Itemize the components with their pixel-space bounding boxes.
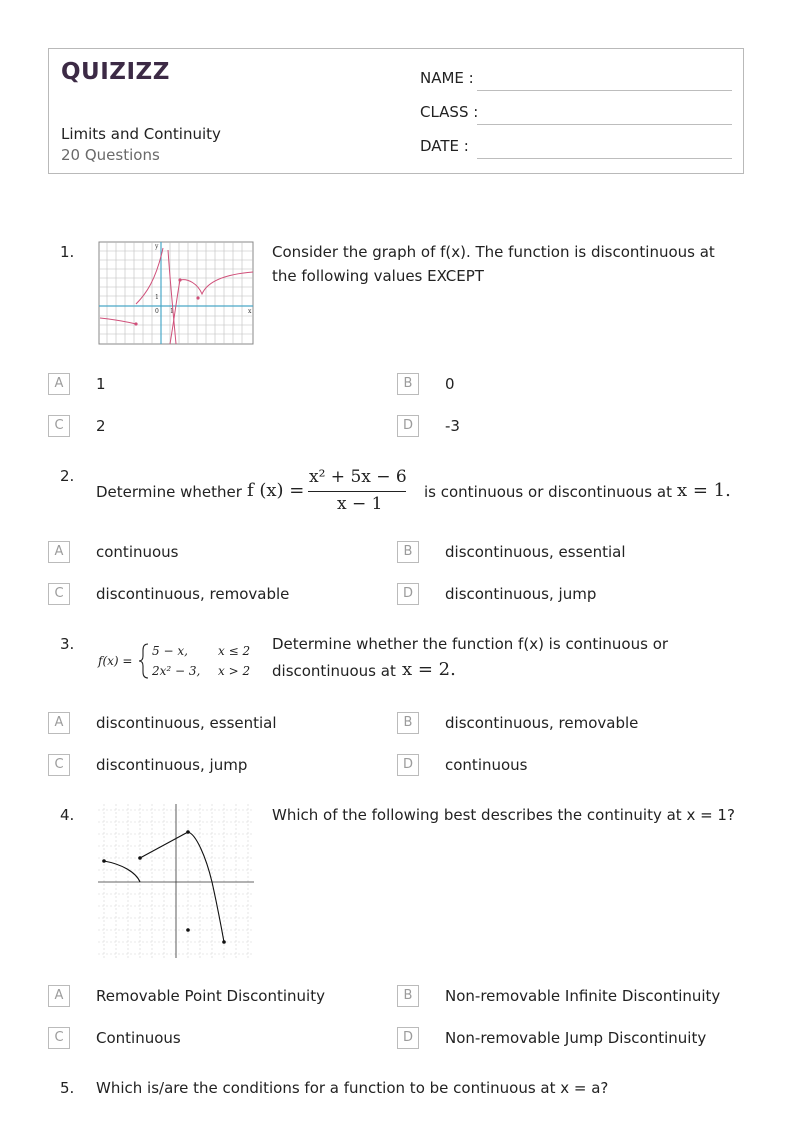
q1-point-c	[196, 296, 199, 299]
q3-case2-cond: x > 2	[218, 664, 251, 678]
q3-case1-cond: x ≤ 2	[218, 644, 251, 658]
q3-brace	[139, 644, 148, 678]
question-2-prefix: Determine whether	[96, 483, 242, 501]
q4-option-a-box[interactable]: A	[48, 985, 70, 1007]
q4-option-d-box[interactable]: D	[397, 1027, 419, 1049]
question-3-number: 3.	[60, 635, 75, 653]
q4-option-b-box[interactable]: B	[397, 985, 419, 1007]
question-2-number: 2.	[60, 467, 75, 485]
question-2-denominator: x − 1	[337, 494, 383, 514]
q4-point-isolated	[186, 928, 190, 932]
q3-option-c-text: discontinuous, jump	[96, 756, 248, 774]
q2-option-c-box[interactable]: C	[48, 583, 70, 605]
question-3-text-line1: Determine whether the function f(x) is continuous or	[272, 635, 669, 653]
q2-option-a-box[interactable]: A	[48, 541, 70, 563]
q3-option-b-box[interactable]: B	[397, 712, 419, 734]
q1-point-b	[178, 278, 181, 281]
question-3-piecewise	[96, 638, 266, 684]
quizizz-logo: QUIZIZZ	[61, 59, 170, 85]
q1-option-d-text: -3	[445, 417, 460, 435]
question-1-number: 1.	[60, 243, 75, 261]
name-label: NAME :	[420, 69, 474, 87]
q3-option-b-text: discontinuous, removable	[445, 714, 639, 732]
q3-option-a-box[interactable]: A	[48, 712, 70, 734]
question-4-number: 4.	[60, 806, 75, 824]
q2-option-c-text: discontinuous, removable	[96, 585, 290, 603]
q4-option-c-box[interactable]: C	[48, 1027, 70, 1049]
q1-option-c-text: 2	[96, 417, 106, 435]
date-line[interactable]	[477, 157, 732, 159]
question-5-text: Which is/are the conditions for a function to be continuous at x = a?	[96, 1079, 609, 1097]
question-5-number: 5.	[60, 1079, 75, 1097]
question-4-text: Which of the following best describes the continuity at x = 1?	[272, 806, 735, 824]
q4-option-d-text: Non-removable Jump Discontinuity	[445, 1029, 707, 1047]
question-2-numerator: x² + 5x − 6	[309, 467, 407, 487]
class-label: CLASS :	[420, 103, 479, 121]
q1-option-a-text: 1	[96, 375, 106, 393]
q1-x-label: x	[248, 308, 252, 315]
q2-option-d-text: discontinuous, jump	[445, 585, 597, 603]
q1-option-a-box[interactable]: A	[48, 373, 70, 395]
q4-point-left	[102, 859, 106, 863]
q1-point-a	[134, 322, 137, 325]
q4-option-b-text: Non-removable Infinite Discontinuity	[445, 987, 721, 1005]
q3-option-d-box[interactable]: D	[397, 754, 419, 776]
q4-option-a-text: Removable Point Discontinuity	[96, 987, 325, 1005]
q2-option-b-text: discontinuous, essential	[445, 543, 626, 561]
q4-point-jump	[138, 856, 142, 860]
q3-option-d-text: continuous	[445, 756, 528, 774]
q1-y-tick-1: 1	[155, 294, 159, 301]
q2-option-b-box[interactable]: B	[397, 541, 419, 563]
q4-point-peak	[186, 830, 190, 834]
q1-option-b-text: 0	[445, 375, 455, 393]
q3-option-a-text: discontinuous, essential	[96, 714, 277, 732]
name-line[interactable]	[477, 89, 732, 91]
q1-option-b-box[interactable]: B	[397, 373, 419, 395]
worksheet-header	[48, 48, 744, 174]
q1-x-tick-1: 1	[170, 308, 174, 315]
question-2-point: x = 1.	[677, 480, 731, 501]
question-1-text: Consider the graph of f(x). The function is discontinuous at the following values EXCEPT	[272, 243, 715, 285]
class-line[interactable]	[477, 123, 732, 125]
q3-case2-expr: 2x² − 3,	[152, 664, 201, 678]
q3-option-c-box[interactable]: C	[48, 754, 70, 776]
question-4-graph	[96, 802, 256, 960]
question-3-point: x = 2.	[402, 659, 456, 680]
question-count: 20 Questions	[61, 146, 160, 164]
q1-y-label: y	[155, 243, 159, 250]
q3-case1-expr: 5 − x,	[152, 644, 188, 658]
q1-origin-label: 0	[155, 308, 159, 315]
date-label: DATE :	[420, 137, 469, 155]
q2-option-d-box[interactable]: D	[397, 583, 419, 605]
q4-option-c-text: Continuous	[96, 1029, 181, 1047]
q1-option-d-box[interactable]: D	[397, 415, 419, 437]
q2-option-a-text: continuous	[96, 543, 179, 561]
worksheet-title: Limits and Continuity	[61, 125, 221, 143]
q1-option-c-box[interactable]: C	[48, 415, 70, 437]
question-1-graph	[98, 240, 254, 346]
q3-lhs: f(x) =	[98, 654, 133, 668]
q4-point-end	[222, 940, 226, 944]
question-2-function: f (x) =	[247, 480, 305, 501]
question-2-suffix: is continuous or discontinuous at	[424, 483, 672, 501]
question-3-text-line2: discontinuous at	[272, 662, 396, 680]
